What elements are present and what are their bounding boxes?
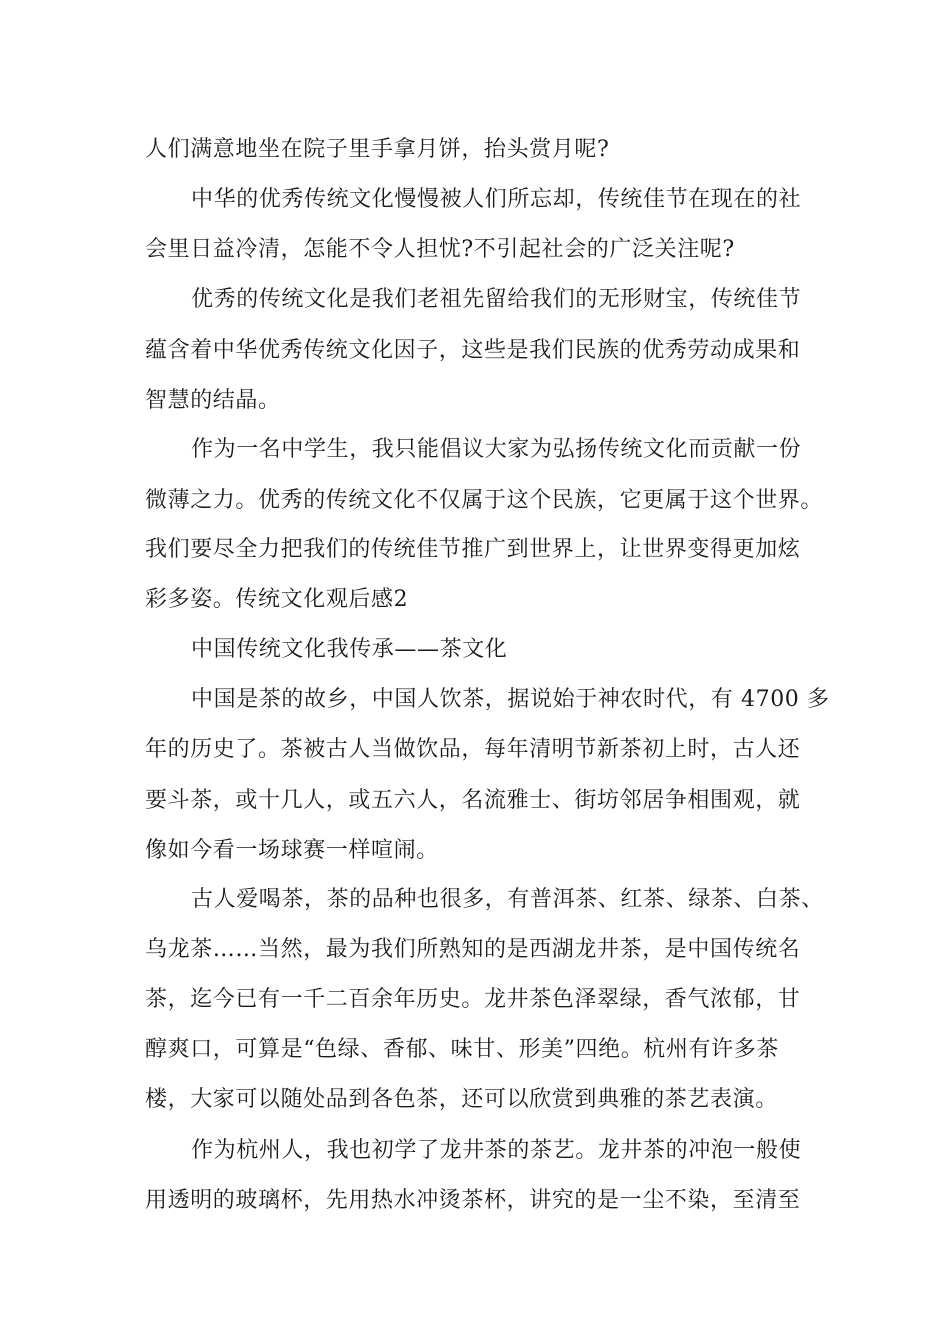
text-line: 用透明的玻璃杯，先用热水冲烫茶杯，讲究的是一尘不染，至清至 xyxy=(145,1188,801,1213)
text-line: 楼，大家可以随处品到各色茶，还可以欣赏到典雅的茶艺表演。 xyxy=(145,1087,778,1112)
text-line: 人们满意地坐在院子里手拿月饼，抬头赏月呢? xyxy=(145,137,610,162)
text-line: 像如今看一场球赛一样喧闹。 xyxy=(145,838,439,863)
text-line: 中华的优秀传统文化慢慢被人们所忘却，传统佳节在现在的社 xyxy=(191,187,802,212)
text-line: 会里日益冷清，怎能不令人担忧?不引起社会的广泛关注呢? xyxy=(145,237,735,262)
text-line: 乌龙茶……当然，最为我们所熟知的是西湖龙井茶，是中国传统名 xyxy=(145,937,801,962)
text-line: 蕴含着中华优秀传统文化因子，这些是我们民族的优秀劳动成果和 xyxy=(145,338,801,363)
text-line: 彩多姿。传统文化观后感2 xyxy=(145,587,409,612)
text-line: 作为一名中学生，我只能倡议大家为弘扬传统文化而贡献一份 xyxy=(191,437,802,462)
text-line: 中国是茶的故乡，中国人饮茶，据说始于神农时代，有 4700 多 xyxy=(191,687,830,712)
text-line: 茶，迄今已有一千二百余年历史。龙井茶色泽翠绿，香气浓郁，甘 xyxy=(145,987,801,1012)
text-line: 醇爽口，可算是“色绿、香郁、味甘、形美”四绝。杭州有许多茶 xyxy=(145,1037,779,1062)
text-line: 作为杭州人，我也初学了龙井茶的茶艺。龙井茶的冲泡一般使 xyxy=(191,1138,802,1163)
text-line: 古人爱喝茶，茶的品种也很多，有普洱茶、红茶、绿茶、白茶、 xyxy=(191,887,824,912)
text-line: 优秀的传统文化是我们老祖先留给我们的无形财宝，传统佳节 xyxy=(191,287,802,312)
text-line: 年的历史了。茶被古人当做饮品，每年清明节新茶初上时，古人还 xyxy=(145,737,801,762)
text-line: 智慧的结晶。 xyxy=(145,388,281,413)
section-heading: 中国传统文化我传承——茶文化 xyxy=(191,637,508,662)
text-line: 我们要尽全力把我们的传统佳节推广到世界上，让世界变得更加炫 xyxy=(145,537,801,562)
text-line: 要斗茶，或十几人，或五六人，名流雅士、街坊邻居争相围观，就 xyxy=(145,788,801,813)
text-line: 微薄之力。优秀的传统文化不仅属于这个民族，它更属于这个世界。 xyxy=(145,488,824,513)
